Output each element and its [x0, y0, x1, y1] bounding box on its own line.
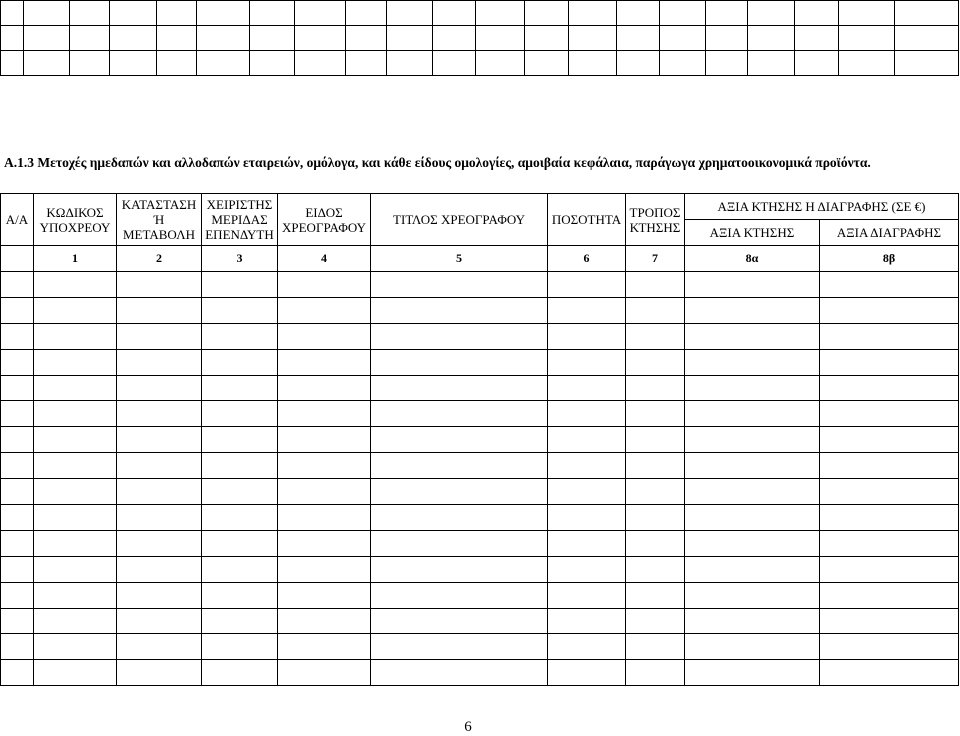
top-empty-grid — [0, 0, 959, 76]
table-row — [1, 349, 959, 375]
table-row — [1, 401, 959, 427]
table-row — [1, 479, 959, 505]
page-number: 6 — [464, 719, 472, 735]
table-row — [1, 453, 959, 479]
column-number: 8β — [820, 246, 959, 272]
column-number: 5 — [371, 246, 548, 272]
header-quantity: ΠΟΣΟΤΗΤΑ — [548, 194, 626, 246]
table-row — [1, 272, 959, 298]
column-number-row — [1, 246, 959, 272]
header-del-value: ΑΞΙΑ ΔΙΑΓΡΑΦΗΣ — [820, 220, 959, 246]
header-value-group: ΑΞΙΑ ΚΤΗΣΗΣ Η ΔΙΑΓΡΑΦΗΣ (ΣΕ €) — [685, 194, 959, 220]
header-title: ΤΙΤΛΟΣ ΧΡΕΟΓΡΑΦΟΥ — [371, 194, 548, 246]
column-number: 7 — [626, 246, 685, 272]
table-row — [1, 582, 959, 608]
column-number: 2 — [117, 246, 202, 272]
header-acq-value: ΑΞΙΑ ΚΤΗΣΗΣ — [685, 220, 820, 246]
column-number: 3 — [202, 246, 278, 272]
column-number: 1 — [34, 246, 117, 272]
section-title: Α.1.3 Μετοχές ημεδαπών και αλλοδαπών εταιρειών, ομόλογα, και κάθε είδους ομολογίες, αμοιβαία κεφάλαια, παράγωγα χρηματοοικονομικά προϊόντα. — [4, 155, 871, 170]
table-row — [1, 427, 959, 453]
column-number: 6 — [548, 246, 626, 272]
top-grid-row — [1, 51, 959, 76]
table-row — [1, 634, 959, 660]
header-aa: Α/Α — [1, 194, 34, 246]
top-grid-row — [1, 26, 959, 51]
header-status: ΚΑΤΑΣΤΑΣΗ Ή ΜΕΤΑΒΟΛΗ — [117, 194, 202, 246]
table-row — [1, 505, 959, 531]
table-row — [1, 608, 959, 634]
table-row — [1, 530, 959, 556]
table-row — [1, 556, 959, 582]
table-row — [1, 297, 959, 323]
column-number: 4 — [278, 246, 371, 272]
securities-table — [0, 193, 959, 686]
header-method: ΤΡΟΠΟΣ ΚΤΗΣΗΣ — [626, 194, 685, 246]
header-type: ΕΙΔΟΣ ΧΡΕΟΓΡΑΦΟΥ — [278, 194, 371, 246]
table-row — [1, 375, 959, 401]
table-row — [1, 323, 959, 349]
table-row — [1, 660, 959, 686]
header-manager: ΧΕΙΡΙΣΤΗΣ ΜΕΡΙΔΑΣ ΕΠΕΝΔΥΤΗ — [202, 194, 278, 246]
header-row — [1, 194, 959, 220]
top-grid-row — [1, 1, 959, 26]
header-code: ΚΩΔΙΚΟΣ ΥΠΟΧΡΕΟΥ — [34, 194, 117, 246]
column-number: 8α — [685, 246, 820, 272]
